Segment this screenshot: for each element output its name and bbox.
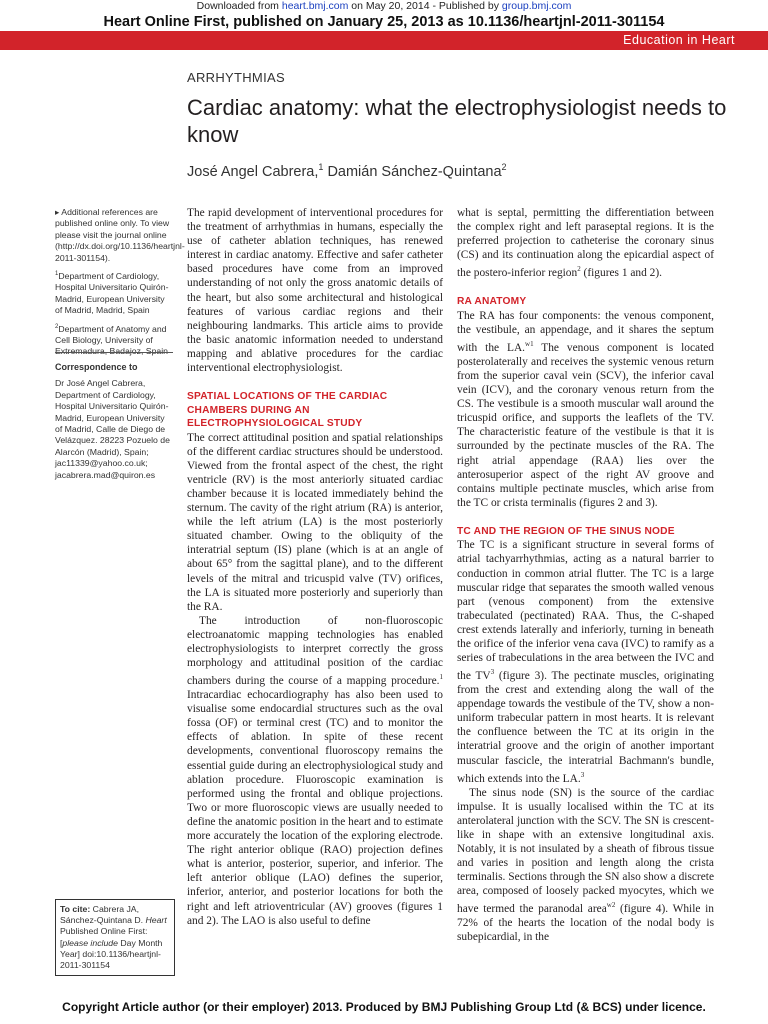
additional-references-note: ▸ Additional references are published online only. To view please visit the journal online (http://dx.doi.org/10.1136/heartjnl-2011-301154). bbox=[55, 207, 185, 263]
cite-doi: Day Month Year] doi:10.1136/heartjnl-2011-301154 bbox=[60, 937, 163, 971]
sidebar-divider bbox=[55, 352, 173, 353]
mapping-text-b: Intracardiac echocardiography has also been used to visualise some endocardial structures such as the oval fossa (OF) or terminal crest (TC) and to monitor the effects of ablation. In spite of these recent developments, conventional fluoroscopy remains the essential guide during an electrophysiological study and ablation procedure. Fluoroscopic examination is performed using the frontal and oblique projections. Two or more fluoroscopic views are usually needed to define the anatomic position in the heart and to estimate more accurately the location of the exploring electrode. The right anterior oblique (RAO) projection defines what is anterior, posterior, superior, and inferior. The left anterior oblique (LAO) defines the superior, inferior, anterior, and posterior locations for both the right and left atrioventricular (AV) grooves (figures 1 and 2). The LAO is also useful to define bbox=[187, 689, 443, 927]
cite-please-include: please include bbox=[62, 937, 118, 948]
download-notice bbox=[0, 0, 768, 13]
affiliation-1-number: 1 bbox=[55, 271, 59, 278]
ref-1: 1 bbox=[439, 673, 443, 682]
publisher-link[interactable]: group.bmj.com bbox=[501, 0, 572, 12]
ref-3: 3 bbox=[490, 668, 495, 677]
tc-paragraph bbox=[457, 538, 714, 785]
citation-box bbox=[55, 899, 175, 976]
author-2: Damián Sánchez-Quintana bbox=[327, 163, 502, 180]
correspondence-heading: Correspondence to bbox=[55, 362, 138, 372]
download-middle: on May 20, 2014 - Published by bbox=[348, 0, 502, 12]
cite-authors: Cabrera JA, Sánchez-Quintana D. bbox=[60, 904, 146, 926]
affiliation-2-number: 2 bbox=[55, 323, 59, 330]
body-column-2 bbox=[457, 206, 714, 944]
tc-text-a: The TC is a significant structure in several forms of atrial tachyarrhythmias, acting as a natural barrier to conduction in common atrial flutter. The TC is a large muscular ridge that separates the smooth walled venous part (venous component) from the extensive trabeculated (pectinated) RAA. Thus, the C-shaped crest extends laterally and inferiorly, turning in beneath the orifice of the inferior vena cava (IVC) to ramify as a series of trabeculations in the area between the IVC and the TV bbox=[457, 539, 714, 683]
correspondence-body: Dr José Angel Cabrera, Department of Cardiology, Hospital Universitario Quirón-Madrid, European University of Madrid, Calle de Diego de Velázquez. 28223 Pozuelo de Alarcón (Madrid), Spain; jac11339@yahoo.co.uk; jacabrera.mad@quiron.es bbox=[55, 378, 170, 480]
author-2-affiliation: 2 bbox=[501, 162, 507, 172]
affiliation-1-text: Department of Cardiology, Hospital Universitario Quirón-Madrid, European University of Madrid, Madrid, Spain bbox=[55, 270, 169, 316]
sinus-text-b: (figure 4). While in 72% of the hearts the location of the nodal body is subepicardial, in the bbox=[457, 903, 714, 944]
tc-text-b: (figure 3). The pectinate muscles, originating from the crest and extending along the wall of the appendage towards the vestibule of the TV, show a non-uniform trabecular pattern in most hearts. It is relevant the confluence between the TC at its origin in the interatrial groove and the origin of another important muscular fascicle, the interatrial Bachmann's bundle, which extends into the LA. bbox=[457, 670, 714, 785]
spatial-paragraph: The correct attitudinal position and spatial relationships of the different cardiac structures should be understood. Viewed from the frontal aspect of the chest, the right ventricle (RV) is the most anteriorly situated cardiac chamber because it is located immediately behind the sternum. The cavity of the right atrium (RA) is anterior, while the left atrium (LA) is the most posteriorly situated chamber. Owing to the obliquity of the interatrial septum (IS) plane (which is at an angle of about 65° from the sagittal plane), and to the different levels of the mitral and tricuspid valve (TV) orifices, the LA is situated more posteriorly and superiorly than the RA. bbox=[187, 431, 443, 613]
septal-paragraph bbox=[457, 206, 714, 280]
category-banner bbox=[0, 31, 768, 50]
section-heading-spatial: SPATIAL LOCATIONS OF THE CARDIAC CHAMBERS DURING AN ELECTROPHYSIOLOGICAL STUDY bbox=[187, 391, 388, 430]
sinus-node-paragraph bbox=[457, 786, 714, 945]
affiliation-2-text: Department of Anatomy and Cell Biology, University of Extremadura, Badajoz, Spain bbox=[55, 323, 169, 357]
journal-site-link[interactable]: heart.bmj.com bbox=[281, 0, 349, 12]
download-prefix: Downloaded from bbox=[196, 0, 282, 12]
category-label: Education in Heart bbox=[623, 33, 735, 47]
ref-3b: 3 bbox=[580, 770, 585, 779]
cite-journal: Heart bbox=[145, 915, 167, 926]
online-first-line: Heart Online First, published on January 25, 2013 as 10.1136/heartjnl-2011-301154 bbox=[103, 14, 665, 30]
author-1-affiliation: 1 bbox=[318, 162, 324, 172]
septal-text-b: (figures 1 and 2). bbox=[580, 267, 662, 280]
ra-paragraph bbox=[457, 309, 714, 510]
intro-paragraph: The rapid development of interventional procedures for the treatment of arrhythmias in humans, especially the use of catheter ablation techniques, has renewed interest in cardiac anatomy. Effective and safer catheter based procedures have come from an improved understanding of not only the gross anatomic details of the heart, but also some architectural and histological features of various cardiac regions and their neighbouring landmarks. This article aims to provide the basic anatomic information needed to understand mapping and ablative procedures for the cardiac interventional electrophysiologist. bbox=[187, 207, 443, 375]
sidebar bbox=[55, 207, 185, 363]
section-heading-ra-anatomy: RA ANATOMY bbox=[457, 296, 527, 308]
ref-2: 2 bbox=[577, 265, 581, 274]
ra-text-a: The RA has four components: the venous component, the vestibule, an appendage, and it shares the septum with the LA. bbox=[457, 309, 714, 354]
copyright-footer: Copyright Article author (or their employer) 2013. Produced by BMJ Publishing Group Ltd (& BCS) under licence. bbox=[62, 1000, 706, 1014]
correspondence-block bbox=[55, 360, 173, 486]
section-label: ARRHYTHMIAS bbox=[187, 70, 285, 85]
ref-w1: w1 bbox=[525, 339, 534, 348]
ref-w2: w2 bbox=[606, 901, 616, 910]
body-column-1 bbox=[187, 206, 443, 928]
ra-text-b: The venous component is located posterolaterally and receives the systemic venous return from the superior caval vein (SCV), the inferior caval vein (ICV), and the coronary venous return from the CS. The vestibule is a smooth muscular wall around the tricuspid orifice, and supports the leaflets of the TV. The characteristic feature of the vestibule is that it is surrounded by the pectinate muscles of the RA. The right atrial appendage (RAA) lies over the anterosuperior aspect of the right AV groove and contains multiple pectinate muscles, which arise from the TC or crista terminalis (figures 2 and 3). bbox=[457, 341, 714, 509]
mapping-text-a: The introduction of non-fluoroscopic electroanatomic mapping technologies has enabled electrophysiologists to interpret correctly the gross morphology and attitudinal position of the cardiac chambers during the course of a mapping procedure. bbox=[187, 614, 443, 688]
author-1: José Angel Cabrera, bbox=[187, 163, 319, 180]
mapping-paragraph bbox=[187, 614, 443, 928]
septal-text-a: what is septal, permitting the differentiation between the complex right and left paraseptal regions. It is the preferred projection to catheterise the coronary sinus (CS) and its continuation along the epicardial aspect of the postero-inferior region bbox=[457, 207, 714, 280]
affiliation-1 bbox=[55, 269, 173, 317]
cite-published: Published Online First: [ bbox=[60, 926, 148, 948]
cite-label: To cite: bbox=[60, 904, 91, 914]
sinus-text-a: The sinus node (SN) is the source of the cardiac impulse. It is usually localised within the TC at its anterolateral junction with the SCV. The SN is crescent-like in shape with an extensive longitudinal axis. Notably, it is not insulated by a sheath of fibrous tissue and varies in position and length along the crista terminalis. Sections through the SN also show a discrete area, composed of loosely packed myocytes, which we have termed the paranodal area bbox=[457, 786, 714, 916]
author-line bbox=[187, 162, 507, 180]
article-title: Cardiac anatomy: what the electrophysiologist needs to know bbox=[187, 95, 727, 147]
section-heading-tc-sinus: TC AND THE REGION OF THE SINUS NODE bbox=[457, 525, 675, 537]
